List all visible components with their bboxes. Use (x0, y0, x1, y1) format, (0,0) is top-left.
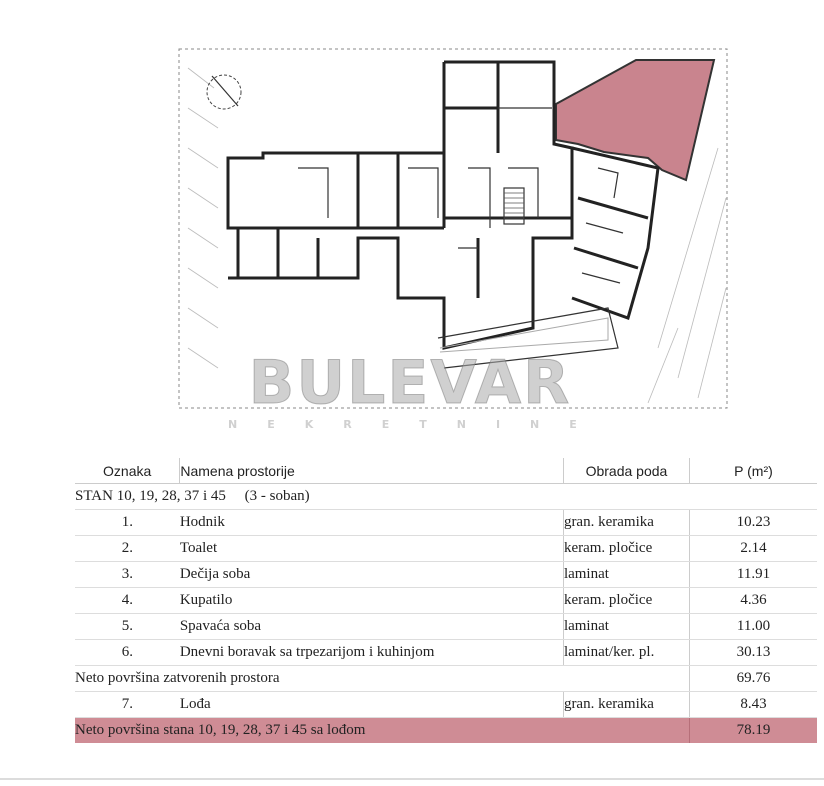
row-name: Dnevni boravak sa trpezarijom i kuhinjom (180, 640, 564, 666)
net-closed-row (75, 666, 817, 692)
row-name: Lođa (180, 692, 564, 718)
row-area: 2.14 (689, 536, 817, 562)
table-header (75, 458, 817, 484)
row-num: 5. (75, 614, 180, 640)
row-floor: keram. pločice (563, 536, 689, 562)
watermark-brand: BULEVAR (248, 348, 572, 418)
row-num: 4. (75, 588, 180, 614)
total-row (75, 718, 817, 744)
apartment-section-row (75, 484, 817, 510)
watermark-tagline: NEKRETNINE (228, 418, 607, 431)
page-bottom-divider (0, 778, 824, 780)
row-name: Dečija soba (180, 562, 564, 588)
table-row (75, 588, 817, 614)
row-area: 8.43 (689, 692, 817, 718)
row-floor: keram. pločice (563, 588, 689, 614)
net-closed-label: Neto površina zatvorenih prostora (75, 666, 689, 692)
row-name: Kupatilo (180, 588, 564, 614)
row-area: 11.00 (689, 614, 817, 640)
row-name: Spavaća soba (180, 614, 564, 640)
row-floor: laminat (563, 562, 689, 588)
row-num: 2. (75, 536, 180, 562)
header-namena: Namena prostorije (180, 458, 564, 484)
room-area-table (75, 458, 817, 743)
header-oznaka: Oznaka (75, 458, 180, 484)
row-area: 10.23 (689, 510, 817, 536)
total-label: Neto površina stana 10, 19, 28, 37 i 45 sa lođom (75, 718, 689, 744)
apartment-title: STAN 10, 19, 28, 37 i 45 (3 - soban) (75, 484, 817, 510)
north-arrow-icon (207, 75, 241, 109)
row-area: 11.91 (689, 562, 817, 588)
row-name: Hodnik (180, 510, 564, 536)
table-row (75, 562, 817, 588)
table-row (75, 692, 817, 718)
row-area: 4.36 (689, 588, 817, 614)
row-floor: gran. keramika (563, 692, 689, 718)
table-row (75, 510, 817, 536)
table-row (75, 614, 817, 640)
total-area: 78.19 (689, 718, 817, 744)
row-num: 3. (75, 562, 180, 588)
header-povrsina: P (m²) (689, 458, 817, 484)
row-num: 7. (75, 692, 180, 718)
table-row (75, 640, 817, 666)
row-floor: laminat (563, 614, 689, 640)
row-name: Toalet (180, 536, 564, 562)
header-obrada: Obrada poda (563, 458, 689, 484)
row-num: 1. (75, 510, 180, 536)
row-floor: gran. keramika (563, 510, 689, 536)
net-closed-area: 69.76 (689, 666, 817, 692)
row-area: 30.13 (689, 640, 817, 666)
table-row (75, 536, 817, 562)
row-num: 6. (75, 640, 180, 666)
row-floor: laminat/ker. pl. (563, 640, 689, 666)
